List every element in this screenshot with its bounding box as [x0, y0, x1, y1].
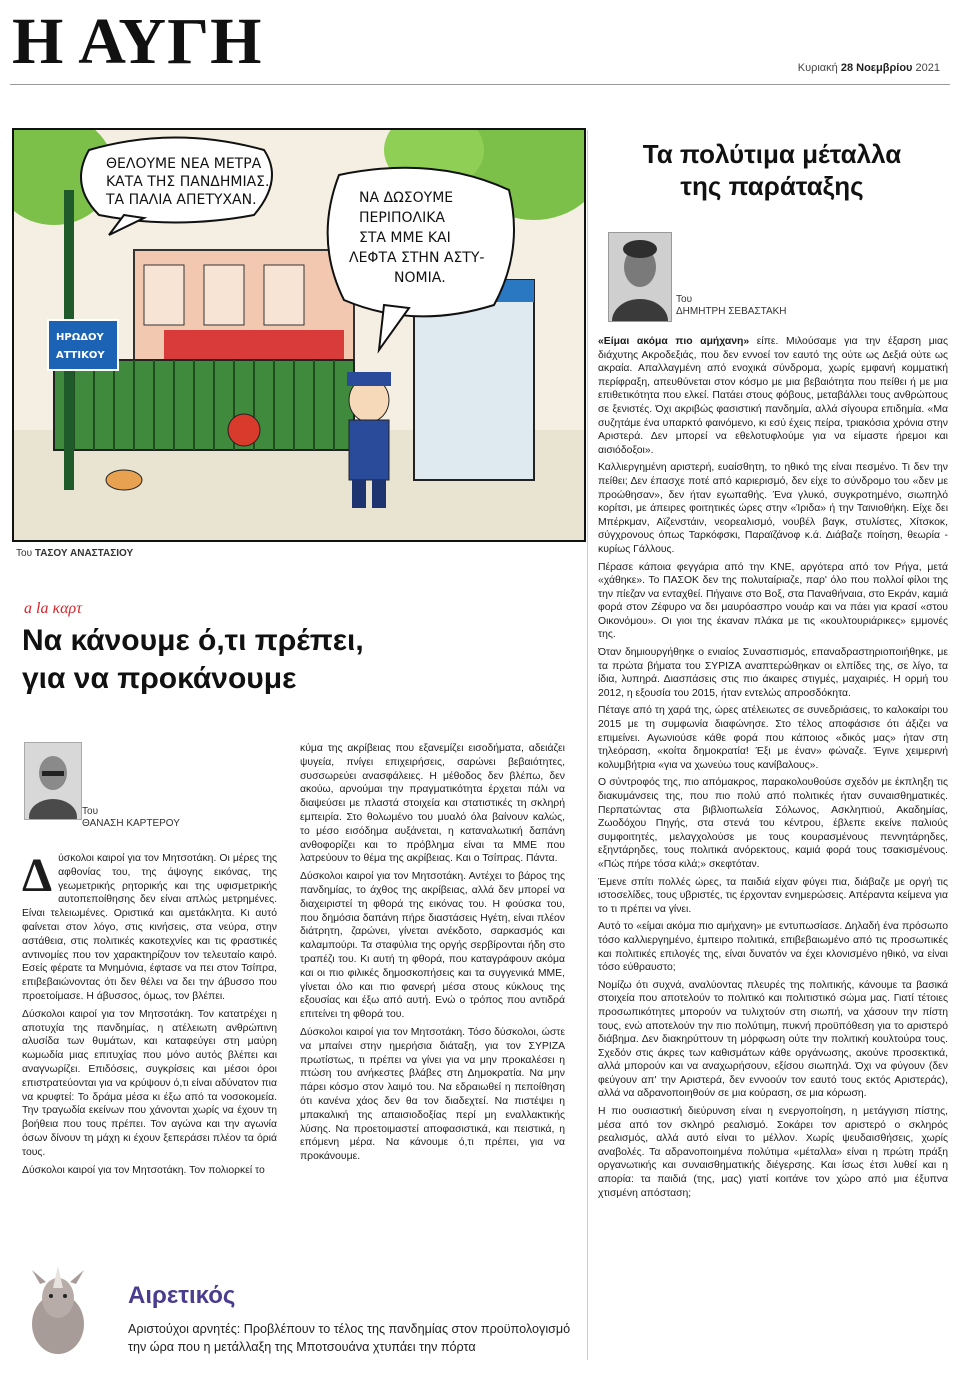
dropcap: Δ [22, 852, 53, 902]
date-year: 2021 [915, 62, 940, 74]
bubble2-line1: ΝΑ ΔΩΣΟΥΜΕ [359, 190, 454, 206]
paragraph-text: ύσκολοι καιροί για τον Μητσοτάκη. Οι μέρες της αφθονίας του, της άψογης εικόνας, της γεωμετρικής ρητορικής και της υφισμετρικής αυτοπεποίθησης δεν είναι απλώς μετρημένες. Είναι τελειωμένες. Οριστικά και αμετάκλητα. Κι αυτό φαίνεται στον λόγο, στις κινήσεις, στα νεύρα, στην αστάθεια, στις πολιτικές κακοτεχνίες και τις φραστικές αντινομίες που τον χαρακτηρίζουν τον τελευταίο καιρό. Εσείς φέρατε τα Μνημόνια, έφτασε να πει στον Τσίπρα, επιβεβαιώνοντας ότι δεν θέλει να δει την άβυσσο που προετοίμασε. Η άβυσσος, όμως, τον βλέπει. [22, 853, 277, 1002]
paragraph: Πέρασε κάποια φεγγάρια από την ΚΝΕ, αργότερα από τον Ρήγα, μετά «χάθηκε». Το ΠΑΣΟΚ δεν της πολυταίριαζε, παρ' όλο που πολλοί φίλοι της την πίεζαν να ενταχθεί. Πήγαινε στο Βοξ, στα Παναθήναια, στο Εκράν, καμιά φορά στον Ζέφυρο να δει μαυρόασπρο νουάρ και να πάει για κρασί «στου Οικονόμου». Οι γιοι της έκαναν πλάκα με τις «κουλτουριάρικες» εμμονές της. [598, 561, 948, 641]
column-divider [587, 130, 588, 1360]
bubble2-line4: ΛΕΦΤΑ ΣΤΗΝ ΑΣΤΥ- [349, 250, 485, 266]
lead-quote: «Είμαι ακόμα πιο αμήχανη» [598, 336, 750, 347]
bubble1-line3: ΤΑ ΠΑΛΙΑ ΑΠΕΤΥΧΑΝ. [106, 192, 257, 208]
issue-date [798, 62, 940, 74]
masthead-rule [10, 84, 950, 85]
date-day: Κυριακή [797, 62, 838, 74]
column-kicker: a la καρτ [24, 600, 82, 617]
paragraph: Δύσκολοι καιροί για τον Μητσοτάκη. Τόσο δύσκολοι, ώστε να μπαίνει στην ημερήσια διάταξη, για τον ΣΥΡΙΖΑ πρωτίστως, τι πρέπει να γίνει για να μην προκαλέσει η πτώση του ανήκεστες βλάβες στη Δημοκρατία. Να μην πάρει κόσμο στον λαιμό του. Να εδραιωθεί η πεποίθηση ότι κανένα χάος δεν θα τον διαδεχτεί. Να πιστέψει η μπακαλική της απαισιοδοξίας περί μη εναλλακτικής λύσης. Να προετοιμαστεί αποφασιστικά, και πειστικά, η επόμενη μέρα. Να κάνουμε ό,τι πρέπει, για να προκάνουμε. [300, 1026, 565, 1163]
paragraph: Δύσκολοι καιροί για τον Μητσοτάκη. Αντέχει το βάρος της πανδημίας, το άχθος της ακρίβειας, αλλά δεν μπορεί να διαχειριστεί τη φθορά της εικόνας του. Η φούσκα του, που δημόσια δαπάνη πήρε διαστάσεις Ηγέτη, είναι πλέον διάτρητη, ζαρώνει, γίνεται ανέκδοτο, σαρκασμός και καλαμπούρι. Τα σταφύλια της οργής σερβίρονται ήδη στο τραπέζι του. Κι αυτή τη φθορά, που καταγράφουν ακόμα και οι πιο φιλικές δημοσκοπήσεις και τα συγγενικά ΜΜΕ, γίνεται όλο και πιο φανερή μέσα στους κύκλους της εξουσίας και έξω από αυτή. Ενώ ο τρόπος που αντιδρά επιτείνει τη φθορά του. [300, 871, 565, 1021]
paragraph: Πέταγε από τη χαρά της, ώρες ατέλειωτες σε συνεδριάσεις, το καλοκαίρι του 2015 με τη συμφωνία διαφώνησε. Στο τέλος αποφάσισε ότι άξιζει να επιμείνει. Αγωνιούσε κάθε φορά που κάποιος «δικός μας» ήταν στη τηλεόραση, «κοίτα δημοκρατία! Έξι με έναν» φώναζε. Έγινε χειμερινή κολυμβήτρια «για να χωνεύω τους κανίβαλους». [598, 705, 948, 771]
bubble2-line5: ΝΟΜΙΑ. [394, 270, 446, 286]
street-sign-line2: ΑΤΤΙΚΟΥ [56, 350, 105, 361]
box-text: Αριστούχοι αρνητές: Προβλέπουν το τέλος της πανδημίας στον προϋπολογισμό την ώρα που η μετάλλαξη της Μποτσουάνα χτυπάει την πόρτα [128, 1322, 571, 1354]
paragraph: Αυτό το «είμαι ακόμα πιο αμήχανη» με εντυπωσίασε. Δηλαδή ένα πρόσωπο τόσο καλλιεργημένο, έμπειρο πολιτικά, επιβεβαιωμένο από τις προσωπικές και πολιτικές επιλογές της, είναι δυνατόν να έχει κλονισμένο ηθικό, να είναι τόσο εύθραυστο; [598, 921, 948, 974]
left-article-column-1 [22, 852, 277, 1232]
box-title: Αιρετικός [128, 1282, 236, 1309]
right-byline [676, 294, 787, 318]
bubble2-line3: ΣΤΑ ΜΜΕ ΚΑΙ [359, 230, 451, 246]
cartoon [12, 128, 586, 542]
paragraph: Ο σύντροφός της, πιο απόμακρος, παρακολουθούσε σχεδόν με έκπληξη τις διακυμάνσεις της, που πιο πολύ από πολιτικές ήταν συναισθηματικές. Περπατώντας στα βιβλιοπωλεία Σόλωνος, Ασκληπιού, Ακαδημίας, Ζωοδόχου Πηγής, στα στενά του κέντρου, έβλεπε εκείνε παλιούς συμφοιτητές, μελαγχολούσε με τους κουρασμένους πεννητάρηδες, εξηντάρηδες, τους πολιτικά ανόρεκτους, καμιά φορά τους τσακισμένους. «Πώς πήρε τόσα κιλά;» σκεφτόταν. [598, 777, 948, 870]
paragraph: Νομίζω ότι συχνά, αναλύοντας πλευρές της πολιτικής, κάνουμε τα βασικά στοιχεία που αποτελούν το πολιτικό και πολιτιστικό σώμα μας. Γιατί τέτοιες προσωπικότητες μπορούν να τυλιχτούν στη σιωπή, να χάσουν την πίστη τους, ενώ αποτελούν την πιο πολύτιμη, πυκνή προϋπόθεση για το αριστερό διάβημα. Δεν διακηρύττουν τη μόρφωση ούτε την πολιτική κουλτούρα τους. Σχεδόν στις άκρες των καθισμάτων κάθε οργάνωσης, ακούνε προσεκτικά, αλλά μπορούν και να αναχωρήσουν, εξίσου σιωπηλά. Όχι να φύγουν (δεν φεύγουν απ' την Αριστερά, δεν εννοούν τον εαυτό τους εκτός Αριστεράς), αλλά να αδρανοποιηθούν σε μια κούραση, σε μια κόρωση. [598, 979, 948, 1100]
right-headline-line2: της παράταξης [680, 171, 864, 201]
street-sign-line1: ΗΡΩΔΟΥ [56, 332, 104, 343]
left-headline-line2: για να προκάνουμε [22, 662, 297, 695]
left-headline [22, 622, 582, 698]
left-article-column-2 [300, 742, 565, 1234]
rhino-icon [10, 1262, 106, 1362]
bubble2-line2: ΠΕΡΙΠΟΛΙΚΑ [359, 210, 445, 226]
cartoon-credit-prefix: Του [16, 548, 33, 559]
cartoon-credit [16, 548, 133, 559]
paragraph: κύμα της ακρίβειας που εξανεμίζει εισοδήματα, αδειάζει ψυγεία, πνίγει επιχειρήσεις, σαρώνει βεβαιότητες, συσσωρεύει ανασφάλειες. Η μέθοδος δεν βλέπω, δεν ακούω, αρνούμαι την πραγματικότητα έρχεται πάλι να διαψεύσει με πλαστά στοιχεία και στατιστικές τη σκληρή εμπειρία. Στο θολωμένο του μυαλό όλα βαίνουν καλώς, το μέσο εισόδημα αυξάνεται, η καταναλωτική δαπάνη ανθοφορίζει και το πρόβλημα είναι τα ΜΜΕ που λατρεύουν το θέμα της ακρίβειας. Και ο Τσίπρας. Πάντα. [300, 743, 565, 865]
author-photo [608, 232, 672, 322]
right-headline-line1: Τα πολύτιμα μέταλλα [642, 139, 902, 169]
right-headline [612, 138, 932, 202]
paragraph-text: είπε. Μιλούσαμε για την έξαρση μιας διάχυτης Ακροδεξιάς, που δεν εννοεί τον εαυτό της ούτε ως Δεξιά ούτε ως ακραία. Απαλλαγμένη από ενοχικά σύνδρομα, χωρίς εμφανή κομματική περίφραξη, απευθύνεται στον κόσμο με μια βεβαιότητα που πείθει ή με μια επιθετικότητα που ελκεί. Πατάει στους φόβους, μεταβάλλει τους ανθρώπους σε ξενιστές. Όχι ακριβώς φασιστική πανδημία, αλλά σίγουρα επιδημία. «Μα συζητάμε ένα υπαρκτό φαινόμενο, κι εσύ έχεις πείρα, τριακόσια χρόνια στην Αριστερά. Δεν μπορεί να εθελοτυφλούμε για να είμαστε ήρεμοι και αισιόδοξοι». [598, 336, 948, 456]
left-byline-name: ΘΑΝΑΣΗ ΚΑΡΤΕΡΟΥ [82, 818, 180, 829]
right-byline-name: ΔΗΜΗΤΡΗ ΣΕΒΑΣΤΑΚΗ [676, 306, 787, 317]
right-article-body [598, 335, 948, 1355]
masthead: Η ΑΥΓΗ [12, 5, 263, 78]
date-date: 28 Νοεμβρίου [840, 62, 913, 74]
paragraph [598, 335, 948, 457]
paragraph: Δύσκολοι καιροί για τον Μητσοτάκη. Τον κατατρέχει η αποτυχία της πανδημίας, η ατέλειωτη ανθρώπινη αλυσίδα των θυμάτων, και καταφεύγει στη μαύρη κωμωδία μιας επιτυχίας που μόνο αυτός βλέπει και αναγνωρίζει. Επιδόσεις, συγκρίσεις και μέσοι όροι επιστρατεύονται για να κρύψουν ό,τι είναι αδύνατον πια να κρυφτεί: Το δράμα μέσα κι έξω από τα νοσοκομεία. Την τραγωδία εκείνων που χάνονται χωρίς να έχουν τη βοήθεια που τους πρέπει. Τον αγώνα και την αγωνία όσων δίνουν τη μάχη κι έχουν ξεπεράσει πλέον τα όριά τους. [22, 1008, 277, 1158]
left-byline [82, 806, 180, 830]
paragraph: Δύσκολοι καιροί για τον Μητσοτάκη. Τον πολιορκεί το [22, 1164, 265, 1176]
left-headline-line1: Να κάνουμε ό,τι πρέπει, [22, 624, 364, 657]
bubble1-line1: ΘΕΛΟΥΜΕ ΝΕΑ ΜΕΤΡΑ [106, 156, 262, 172]
cartoon-credit-name: ΤΑΣΟΥ ΑΝΑΣΤΑΣΙΟΥ [34, 548, 134, 559]
right-byline-prefix: Του [676, 294, 693, 305]
paragraph: Καλλιεργημένη αριστερή, ευαίσθητη, το ηθικό της είναι πεσμένο. Τι δεν την πείθει; Δεν έπασχε ποτέ από καριερισμό, δεν είχε το σύνδρομο του «δεν με προώθησαν», δεν ήταν εγωπαθής. Ένα γλυκό, συγκροτημένο, σιωπηλό κορίτσι, με άπειρες φοιτητικές ώρες στην «Ίριδα» ή την Ταινιοθήκη. Είχε δει Μπέρκμαν, Αϊζενστάιν, νεορεαλισμό, νουβέλ βαγκ, στυλίστες, Χίτσκοκ, σύγχρονους όπως Ταρκόφσκι, Παραϊζάνοφ κ.ά. Διάβαζε ποίηση, θεωρία - κυρίως Γάλλους. [598, 462, 948, 555]
cartoon-illustration [14, 130, 584, 540]
paragraph: Όταν δημιουργήθηκε ο ενιαίος Συνασπισμός, επαναδραστηριοποιήθηκε, με τα πρώτα βήματα του ΣΥΡΙΖΑ αναπτερώθηκαν οι ελπίδες της, σε λίγο, τα ίδια, λυπηρά. Διασπάσεις στις πιο άκαιρες στιγμές, μαχαιριές. Η ορμή του 2012, η εξουσία του 2015, ήταν εντελώς απροσδόκητα. [598, 647, 948, 699]
paragraph [22, 852, 277, 1004]
left-byline-prefix: Του [82, 806, 99, 817]
paragraph: Έμενε σπίτι πολλές ώρες, τα παιδιά είχαν φύγει πια, διάβαζε με οργή τις ιστοσελίδες, τους υβριστές, τις έρχονταν ενημερώσεις. Απέραντα κείμενα για το τι πρέπει να γίνει. [598, 876, 948, 915]
author-photo [24, 742, 82, 820]
bubble1-line2: ΚΑΤΑ ΤΗΣ ΠΑΝΔΗΜΙΑΣ. [106, 174, 270, 190]
paragraph: Η πιο ουσιαστική διεύρυνση είναι η ενεργοποίηση, η μετάγγιση πίστης, μέσα από τον σκληρό ρεαλισμό. Σοκάρει τον αριστερό ο σκληρός ρεαλισμός, αλλά αυτό είναι το μέλλον. Χωρίς ψευδαισθήσεις, χωρίς αναβολές. Τα αδρανοποιημένα πολύτιμα «μέταλλα» είναι η πρώτη πράξη οργανωτικής και συναισθηματικής διέγερσης. Και ίσως έτσι λυθεί και η απορία: τα παιδιά (της, μας) γιατί κοιτάνε τον χώρο από μια έξυπνα χτισμένη απόσταση; [598, 1106, 948, 1199]
